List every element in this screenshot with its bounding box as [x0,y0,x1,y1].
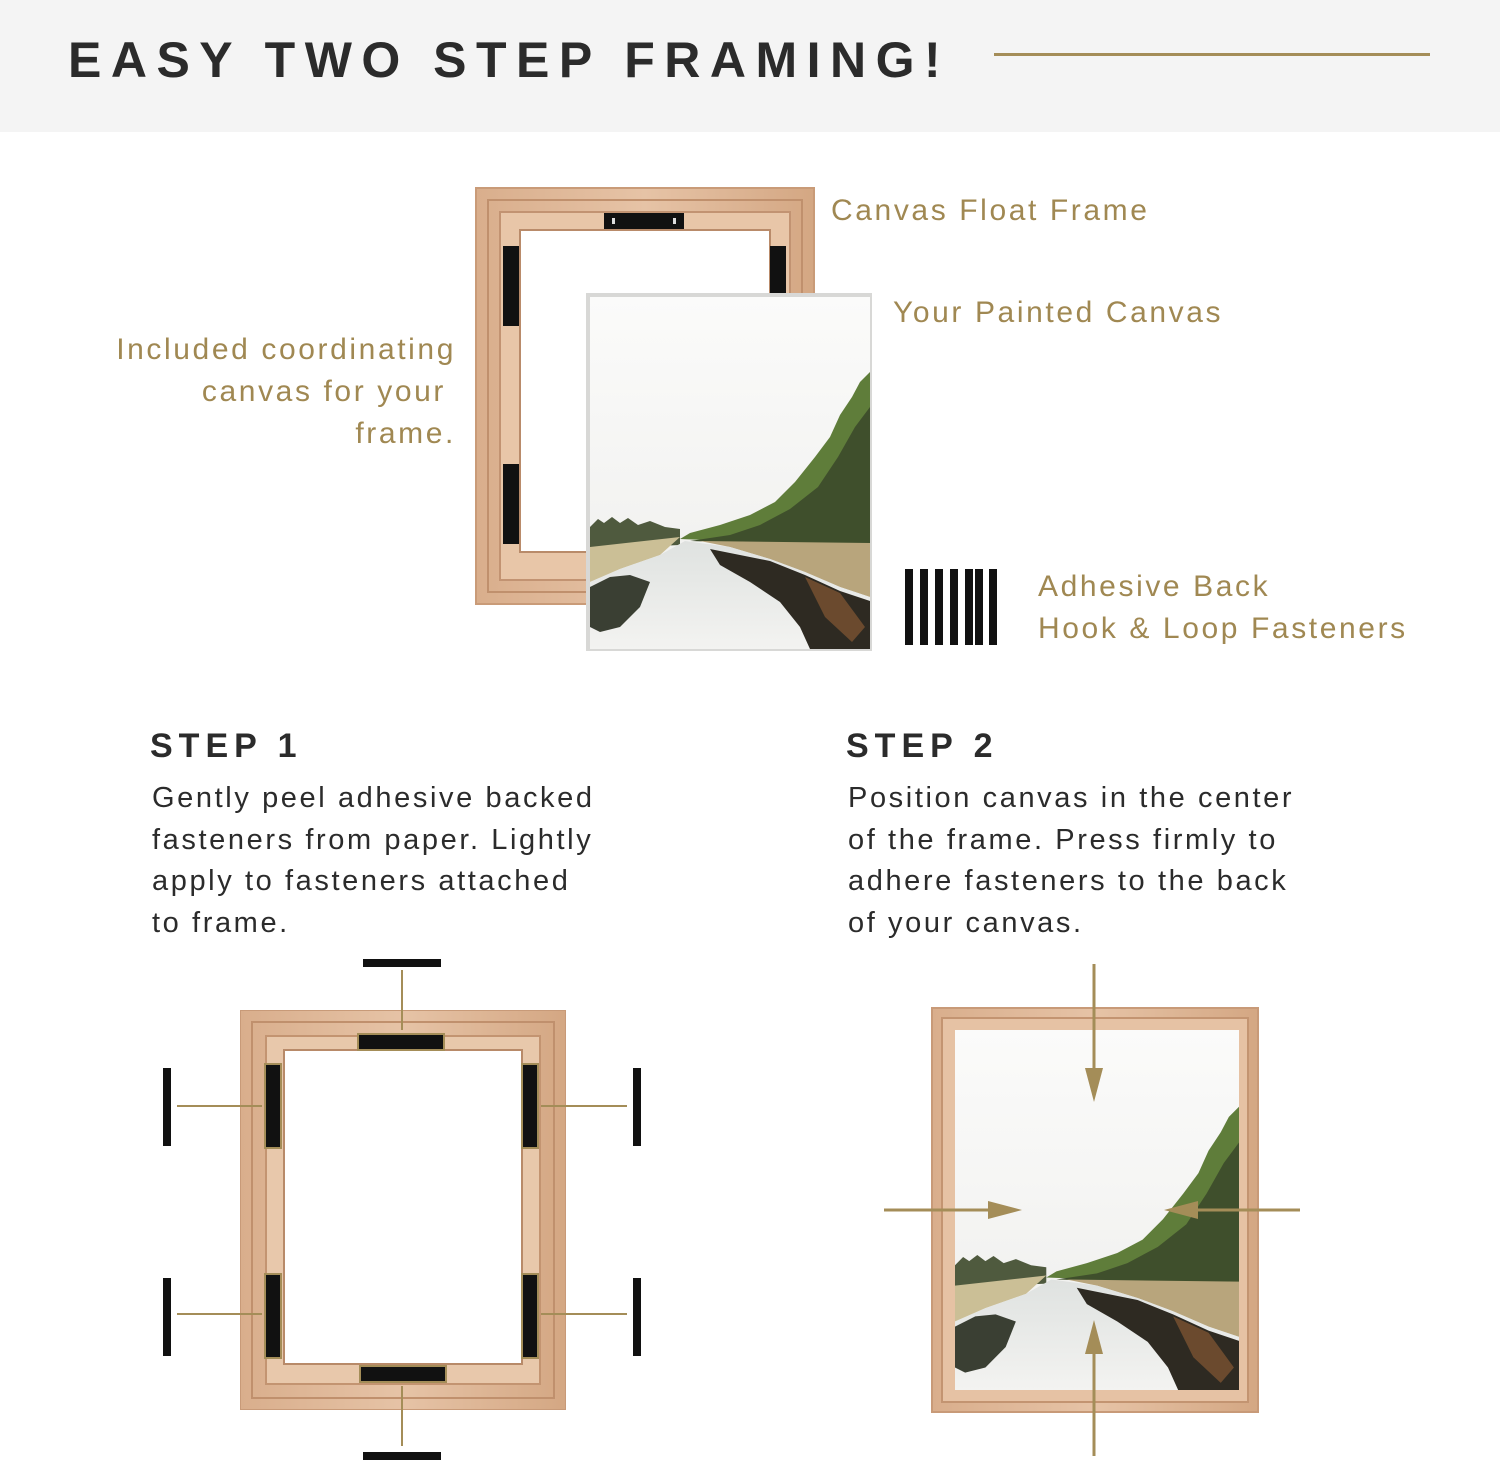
step2-instructions [848,778,1294,944]
page-title: EASY TWO STEP FRAMING! [68,32,951,88]
step2-line: Position canvas in the center [848,782,1295,814]
included-canvas-label-line1: Included coordinating [116,333,456,366]
step1-title: STEP 1 [150,727,303,765]
included-canvas-label-line3: frame. [355,417,456,450]
painted-canvas-label: Your Painted Canvas [893,296,1224,329]
included-canvas-label-line2: canvas for your [201,375,446,408]
fasteners-label-line2: Hook & Loop Fasteners [1038,612,1408,645]
step2-title: STEP 2 [846,727,999,765]
step1-line: fasteners from paper. Lightly [152,823,594,856]
step1-line: apply to fasteners attached [152,865,571,897]
canvas-float-frame-label: Canvas Float Frame [831,194,1150,227]
step2-line: of the frame. Press firmly to [848,823,1278,856]
step2-line: adhere fasteners to the back [848,865,1289,897]
step1-line: Gently peel adhesive backed [152,782,595,814]
step1-line: to frame. [152,906,290,939]
step1-frame-illustration [240,1010,566,1410]
fastener-strips-icon [905,569,997,645]
painted-canvas-illustration [586,293,872,651]
step2-line: of your canvas. [848,906,1084,939]
step1-instructions [152,778,595,944]
fasteners-label-line1: Adhesive Back [1038,570,1271,603]
